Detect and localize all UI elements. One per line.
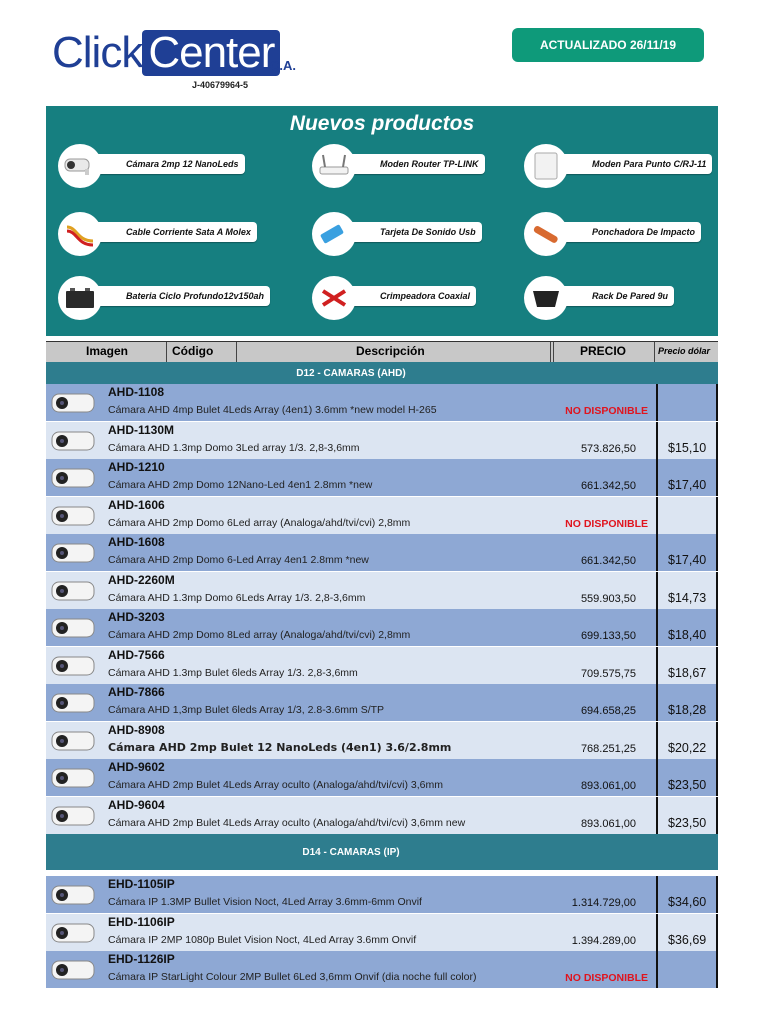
product-code: AHD-2260M	[108, 572, 175, 587]
product-description: Cámara AHD 2mp Bulet 4Leds Array oculto (Analoga/ahd/tvi/cvi) 3,6mm new	[108, 816, 466, 829]
product-description: Cámara IP 2MP 1080p Bulet Vision Noct, 4Led Array 3.6mm Onvif	[108, 933, 417, 946]
usd-cell	[656, 876, 718, 913]
rack-icon	[524, 276, 568, 320]
product-price: 661.342,50	[580, 555, 636, 567]
product-description: Cámara IP StarLight Colour 2MP Bullet 6Led 3,6mm Onvif (dia noche full color)	[108, 971, 477, 983]
header-image: Imagen	[86, 344, 129, 358]
camera-thumbnail-icon	[50, 426, 106, 456]
cable-icon	[58, 212, 102, 256]
usd-cell	[656, 459, 718, 496]
table-row	[46, 609, 656, 646]
camera-thumbnail-icon	[50, 763, 106, 793]
promo-item-label: Moden Para Punto C/RJ-11	[552, 154, 712, 174]
product-price: 893.061,00	[580, 780, 636, 792]
promo-item-label: Ponchadora De Impacto	[552, 222, 701, 242]
product-description: Cámara AHD 1.3mp Bulet 6leds Array 1/3. 2,8-3,6mm	[108, 666, 358, 679]
table-row	[46, 572, 656, 609]
table-row	[46, 384, 656, 421]
product-price: 1.314.729,00	[571, 897, 636, 909]
camera-thumbnail-icon	[50, 501, 106, 531]
product-description: Cámara AHD 2mp Domo 6Led array (Analoga/ahd/tvi/cvi) 2,8mm	[108, 516, 411, 529]
promo-item-label: Tarjeta De Sonido Usb	[340, 222, 482, 242]
usd-cell	[656, 609, 718, 646]
header-price: PRECIO	[580, 344, 627, 358]
new-products-banner	[46, 106, 718, 336]
product-description: Cámara IP 1.3MP Bullet Vision Noct, 4Led Array 3.6mm-6mm Onvif	[108, 896, 422, 908]
table-row	[46, 797, 656, 834]
product-description: Cámara AHD 2mp Domo 6-Led Array 4en1 2.8mm *new	[108, 554, 369, 566]
camera-thumbnail-icon	[50, 918, 106, 948]
battery-icon	[58, 276, 102, 320]
logo-click-text: Click	[52, 28, 143, 77]
camera-thumbnail-icon	[50, 613, 106, 643]
product-code: AHD-1130M	[108, 422, 175, 437]
table-row	[46, 876, 656, 913]
crimper-icon	[312, 276, 356, 320]
camera-thumbnail-icon	[50, 463, 106, 493]
camera-thumbnail-icon	[50, 538, 106, 568]
product-code: AHD-7566	[108, 647, 165, 662]
table-row	[46, 534, 656, 571]
product-code: AHD-9602	[108, 760, 165, 774]
promo-item-label: Rack De Pared 9u	[552, 286, 674, 306]
product-description: Cámara AHD 2mp Bulet 4Leds Array oculto (Analoga/ahd/tvi/cvi) 3,6mm	[108, 779, 443, 791]
section-title: D12 - CAMARAS (AHD)	[46, 362, 656, 384]
rif-number: J-40679964-5	[192, 80, 249, 90]
usd-price: $23,50	[668, 778, 707, 792]
product-price: 699.133,50	[580, 630, 636, 642]
usd-cell	[656, 684, 718, 721]
product-description: Cámara AHD 1,3mp Bulet 6leds Array 1/3, 2.8-3.6mm S/TP	[108, 704, 385, 716]
usd-cell	[656, 534, 718, 571]
usd-cell	[656, 797, 718, 834]
camera-thumbnail-icon	[50, 801, 106, 831]
table-row	[46, 647, 656, 684]
usd-cell	[656, 759, 718, 796]
header-usd: Precio dólar	[658, 346, 711, 356]
promo-item-label: Moden Router TP-LINK	[340, 154, 485, 174]
camera-thumbnail-icon	[50, 688, 106, 718]
usd-price: $17,40	[668, 478, 707, 492]
product-code: AHD-7866	[108, 685, 165, 699]
product-description: Cámara AHD 2mp Domo 12Nano-Led 4en1 2.8mm *new	[108, 479, 373, 491]
unavailable-label: NO DISPONIBLE	[565, 405, 648, 417]
usd-price: $20,22	[668, 740, 707, 755]
table-row	[46, 497, 656, 534]
product-price: 709.575,75	[580, 667, 636, 680]
updated-badge: ACTUALIZADO 26/11/19	[512, 28, 704, 62]
table-row	[46, 914, 656, 951]
logo-ca-text: C.A.	[270, 58, 296, 73]
table-row	[46, 684, 656, 721]
product-code: EHD-1105IP	[108, 877, 175, 891]
product-code: AHD-8908	[108, 722, 165, 737]
product-description: Cámara AHD 2mp Bulet 12 NanoLeds (4en1) 3.6/2.8mm	[108, 740, 452, 754]
usd-cell	[656, 384, 718, 421]
product-code: AHD-1210	[108, 460, 165, 474]
usd-cell	[656, 647, 718, 684]
bullet-camera-icon	[58, 144, 102, 188]
usd-price: $14,73	[668, 590, 707, 605]
table-row	[46, 722, 656, 759]
usd-cell	[656, 722, 718, 759]
table-row	[46, 459, 656, 496]
usd-cell	[656, 422, 718, 459]
usd-price: $34,60	[668, 895, 707, 909]
product-code: AHD-9604	[108, 797, 165, 812]
camera-thumbnail-icon	[50, 576, 106, 606]
product-code: AHD-1608	[108, 535, 165, 549]
table-row	[46, 422, 656, 459]
usd-cell	[656, 497, 718, 534]
promo-item-label: Bateria Ciclo Profundo12v150ah	[86, 286, 270, 306]
usd-cell	[656, 572, 718, 609]
table-header	[46, 341, 718, 363]
unavailable-label: NO DISPONIBLE	[565, 972, 648, 984]
product-price: 559.903,50	[580, 592, 636, 605]
router-icon	[312, 144, 356, 188]
usd-price: $36,69	[668, 932, 707, 947]
camera-thumbnail-icon	[50, 880, 106, 910]
table-row	[46, 951, 656, 988]
unavailable-label: NO DISPONIBLE	[565, 517, 648, 530]
punch-tool-icon	[524, 212, 568, 256]
promo-item-label: Crimpeadora Coaxial	[340, 286, 476, 306]
product-code: EHD-1106IP	[108, 914, 175, 929]
logo-center-text: Center	[142, 30, 280, 76]
header-description: Descripción	[356, 344, 425, 358]
product-code: EHD-1126IP	[108, 952, 175, 966]
usd-price: $18,28	[668, 703, 707, 717]
usd-price: $15,10	[668, 440, 707, 455]
usb-sound-card-icon	[312, 212, 356, 256]
header-code: Código	[172, 344, 214, 358]
usd-price: $23,50	[668, 815, 707, 830]
product-code: AHD-1606	[108, 497, 165, 512]
product-price: 694.658,25	[580, 705, 636, 717]
product-description: Cámara AHD 2mp Domo 8Led array (Analoga/ahd/tvi/cvi) 2,8mm	[108, 629, 411, 641]
promo-item-label: Cámara 2mp 12 NanoLeds	[86, 154, 245, 174]
camera-thumbnail-icon	[50, 651, 106, 681]
usd-cell	[656, 951, 718, 988]
product-code: AHD-1108	[108, 385, 165, 399]
usd-price: $18,67	[668, 665, 707, 680]
banner-title: Nuevos productos	[289, 112, 475, 135]
product-price: 573.826,50	[580, 442, 636, 455]
section-usd-cell	[656, 834, 718, 870]
modem-icon	[524, 144, 568, 188]
usd-cell	[656, 914, 718, 951]
product-price: 893.061,00	[580, 817, 636, 830]
table-row	[46, 759, 656, 796]
camera-thumbnail-icon	[50, 955, 106, 985]
company-logo	[52, 28, 296, 78]
section-usd-cell	[656, 362, 718, 384]
section-title: D14 - CAMARAS (IP)	[46, 834, 656, 870]
product-description: Cámara AHD 1.3mp Domo 6Leds Array 1/3. 2,8-3,6mm	[108, 591, 366, 604]
product-price: 1.394.289,00	[571, 934, 636, 947]
usd-price: $18,40	[668, 628, 707, 642]
promo-item-label: Cable Corriente Sata A Molex	[86, 222, 257, 242]
product-price: 661.342,50	[580, 480, 636, 492]
product-price: 768.251,25	[580, 742, 636, 755]
product-description: Cámara AHD 1.3mp Domo 3Led array 1/3. 2,8-3,6mm	[108, 441, 360, 454]
usd-price: $17,40	[668, 553, 707, 567]
camera-thumbnail-icon	[50, 726, 106, 756]
product-description: Cámara AHD 4mp Bulet 4Leds Array (4en1) 3.6mm *new model H-265	[108, 404, 437, 416]
camera-thumbnail-icon	[50, 388, 106, 418]
product-code: AHD-3203	[108, 610, 165, 624]
